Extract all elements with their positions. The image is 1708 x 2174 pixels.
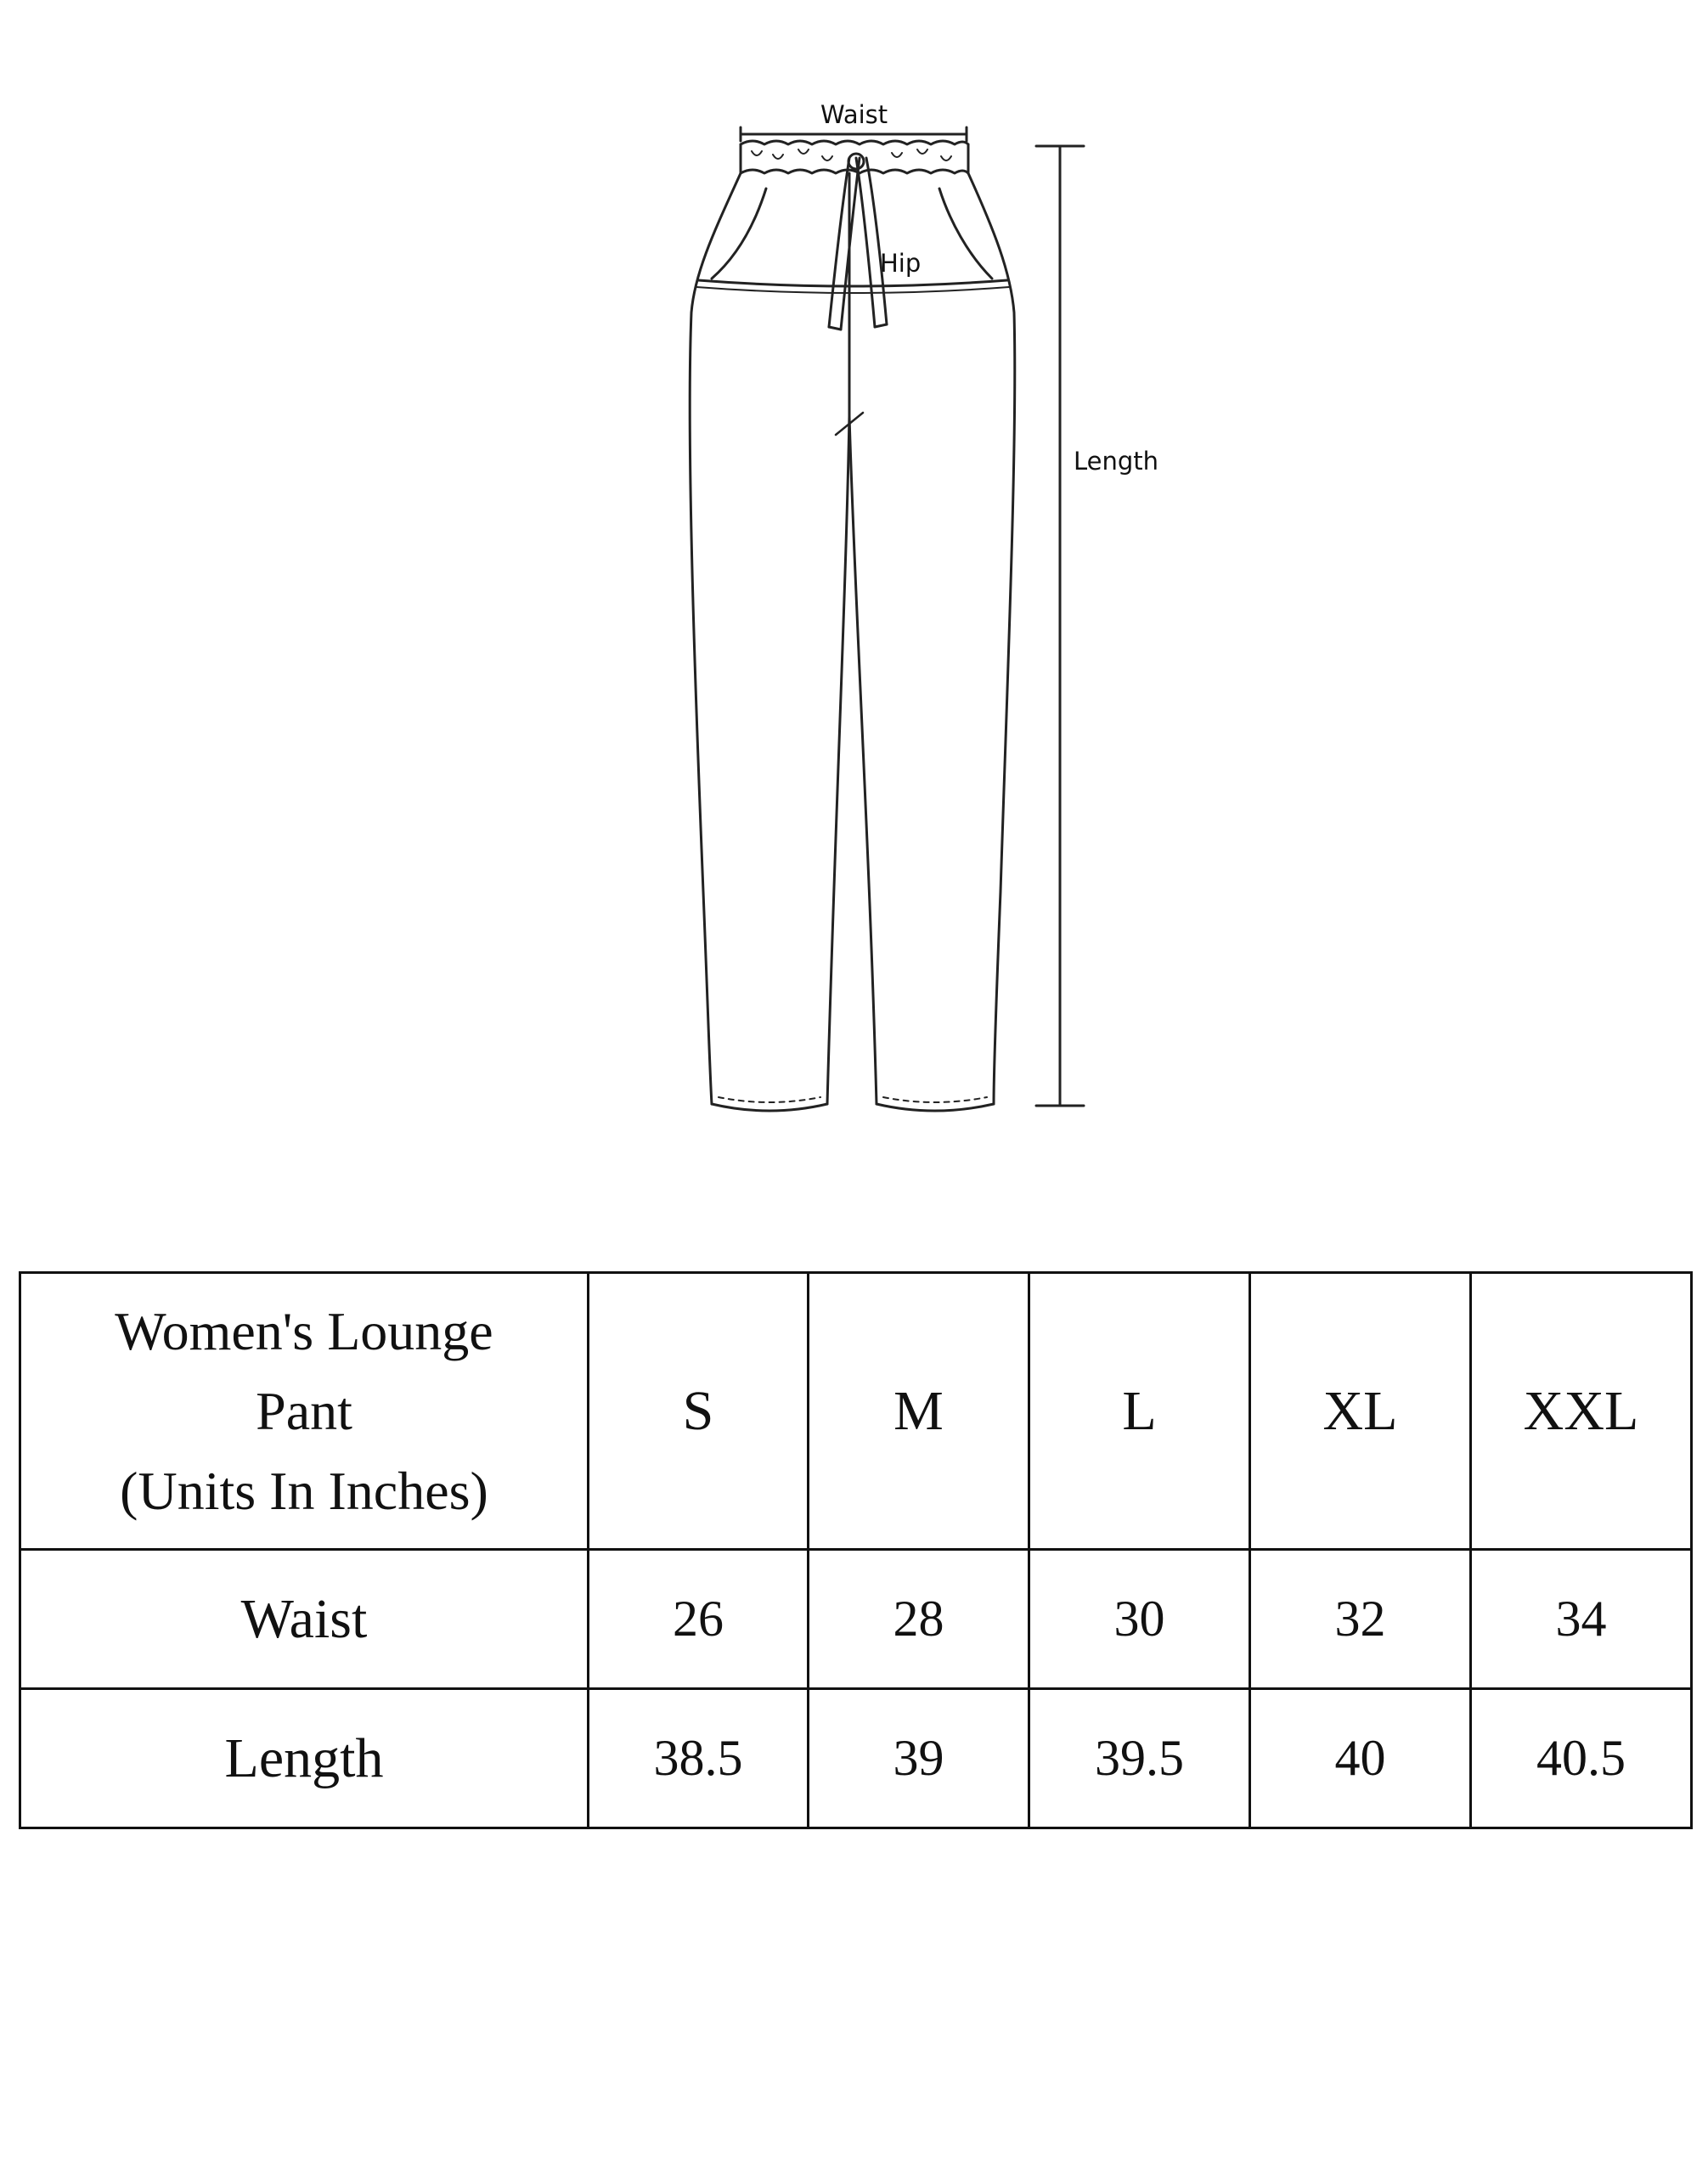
size-header-row (20, 1273, 1692, 1550)
table-title-cell (20, 1273, 589, 1550)
waist-value-m: 28 (809, 1550, 1029, 1689)
drawstring-left (829, 158, 849, 327)
table-title-line-2: Pant (256, 1380, 352, 1441)
waist-value-xxl: 34 (1471, 1550, 1692, 1689)
length-value-m: 39 (809, 1689, 1029, 1828)
waist-label: Waist (820, 100, 888, 129)
drawstring-right (856, 158, 875, 327)
right-hem (877, 1104, 994, 1111)
left-leg-outseam (690, 173, 741, 1104)
hip-measure-line (698, 280, 1007, 286)
size-header-xxl: XXL (1471, 1273, 1692, 1550)
waistband-top (741, 141, 968, 144)
table-row-length (20, 1689, 1692, 1828)
size-chart-table (19, 1271, 1693, 1829)
table-title-line-1: Women's Lounge (115, 1300, 493, 1361)
left-hem (712, 1104, 827, 1111)
waist-value-l: 30 (1029, 1550, 1250, 1689)
size-header-m: M (809, 1273, 1029, 1550)
table-row-waist (20, 1550, 1692, 1689)
length-label: Length (1074, 447, 1159, 476)
right-leg-inseam (849, 416, 877, 1104)
row-label-length: Length (20, 1689, 589, 1828)
waist-value-xl: 32 (1250, 1550, 1471, 1689)
size-header-s: S (589, 1273, 809, 1550)
right-pocket (939, 189, 992, 279)
size-header-xl: XL (1250, 1273, 1471, 1550)
left-leg-inseam (827, 416, 849, 1104)
length-value-s: 38.5 (589, 1689, 809, 1828)
table-title-line-3: (Units In Inches) (120, 1460, 488, 1521)
hip-label: Hip (880, 249, 922, 278)
length-value-l: 39.5 (1029, 1689, 1250, 1828)
size-header-l: L (1029, 1273, 1250, 1550)
right-leg-outseam (968, 173, 1015, 1104)
waist-value-s: 26 (589, 1550, 809, 1689)
length-value-xl: 40 (1250, 1689, 1471, 1828)
row-label-waist: Waist (20, 1550, 589, 1689)
waistband-bottom (741, 170, 968, 173)
length-value-xxl: 40.5 (1471, 1689, 1692, 1828)
left-pocket (712, 189, 766, 279)
